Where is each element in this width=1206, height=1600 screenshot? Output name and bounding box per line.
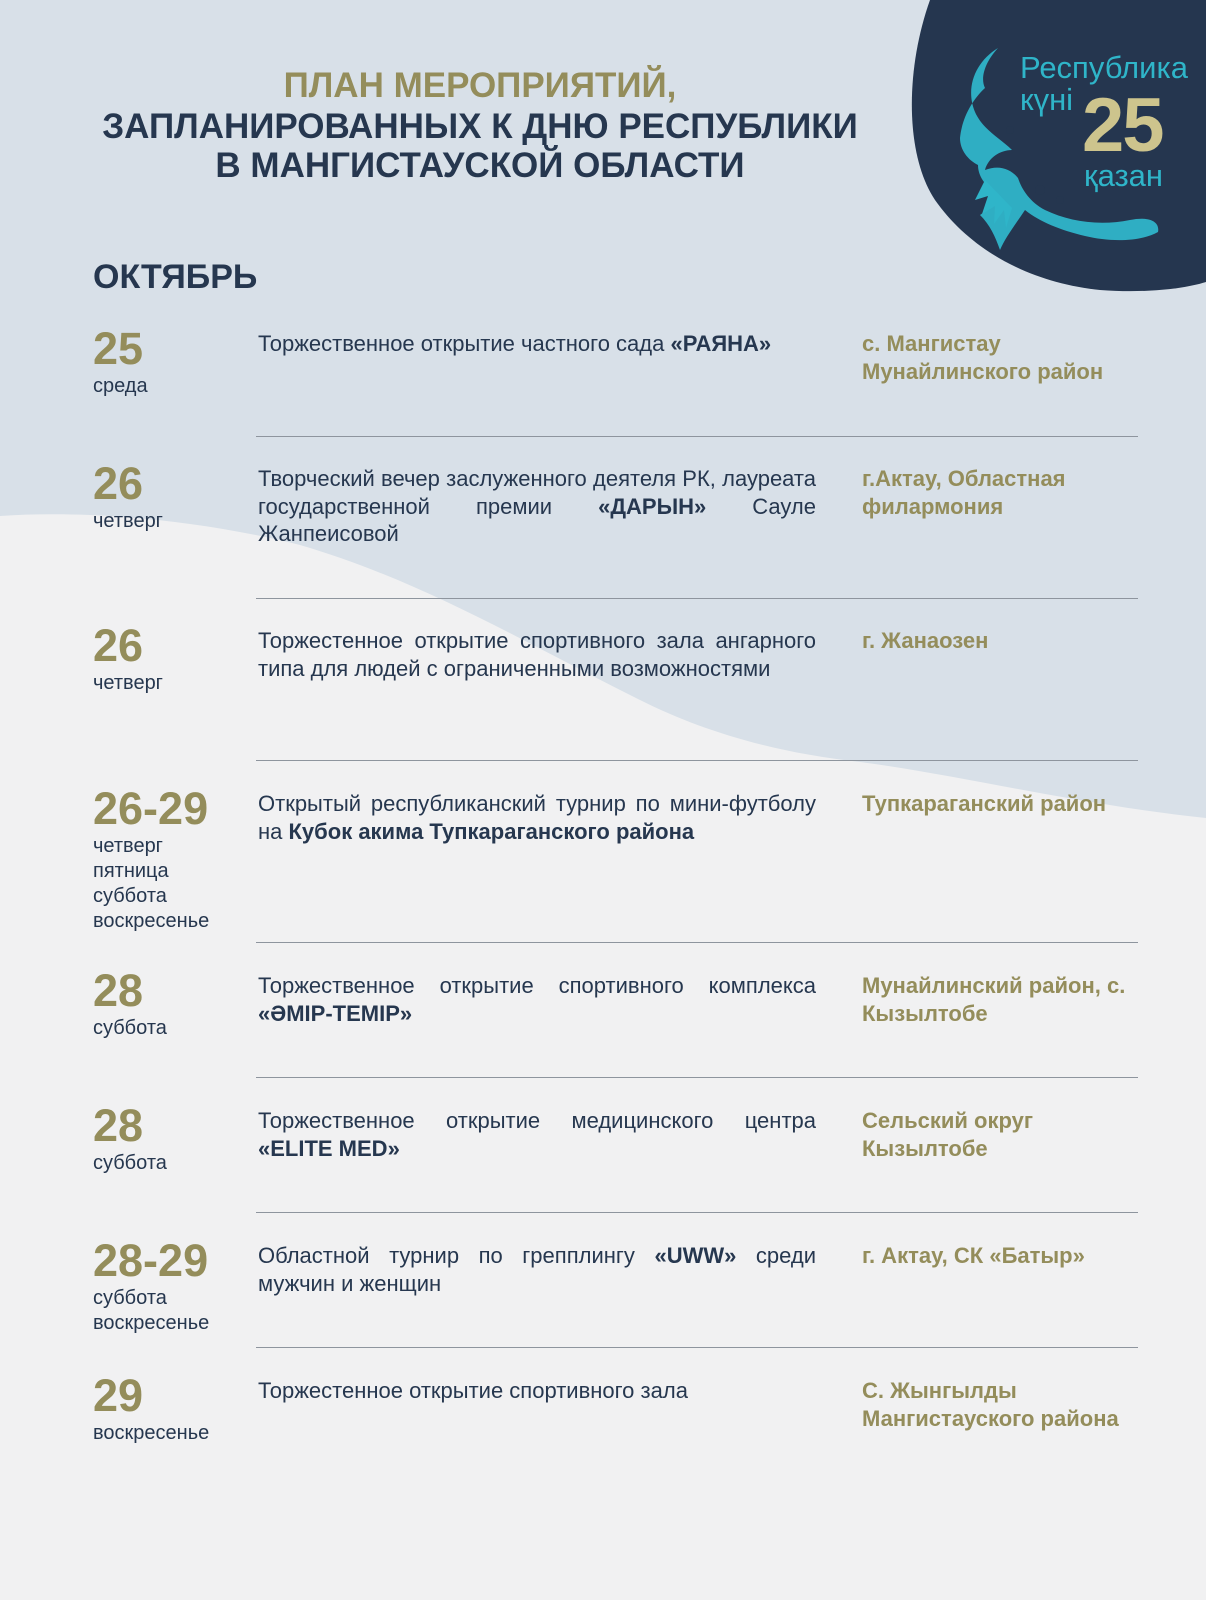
logo-word-day: күні	[1020, 82, 1074, 117]
event-description-highlight: «ӘМІР-ТЕМІР»	[258, 1000, 413, 1026]
event-location: г. Жанаозен	[862, 628, 989, 653]
event-description	[258, 972, 816, 1027]
event-description-text: Торжественное открытие частного сада	[258, 331, 671, 356]
event-description-text: Торжественное открытие спортивного комплекса	[258, 973, 816, 998]
event-location: Мунайлинский район, с. Кызылтобе	[862, 973, 1126, 1026]
event-date: 29	[93, 1370, 144, 1421]
event-weekdays	[93, 509, 243, 534]
event-weekdays	[93, 834, 243, 934]
event-weekdays	[93, 374, 243, 399]
event-description	[258, 1242, 816, 1297]
event-weekday: воскресенье	[93, 910, 210, 932]
event-description-text: Торжестенное открытие спортивного зала ангарного типа для людей с ограниченными возможностями	[258, 628, 816, 681]
event-description-highlight: Кубок акима Тупкараганского района	[288, 818, 695, 844]
row-divider	[256, 760, 1138, 761]
row-divider	[256, 1347, 1138, 1348]
event-date: 26	[93, 620, 144, 671]
event-weekday: среда	[93, 375, 148, 397]
event-date: 26-29	[93, 783, 209, 834]
event-description-text: среди мужчин и женщин	[258, 1243, 816, 1296]
event-date: 26	[93, 458, 144, 509]
event-description-text: Творческий вечер заслуженного деятеля РК, лауреата государственной премии	[258, 466, 816, 519]
event-weekday: суббота	[93, 1017, 167, 1039]
event-weekday: суббота	[93, 1287, 167, 1309]
event-description-text: Открытый республиканский турнир по мини-футболу на	[258, 791, 816, 844]
event-description	[258, 627, 816, 682]
event-date: 28	[93, 1100, 144, 1151]
event-description-text: Сауле Жанпеисовой	[258, 493, 817, 546]
event-date: 25	[93, 323, 144, 374]
page-title-line-2: ЗАПЛАНИРОВАННЫХ К ДНЮ РЕСПУБЛИКИ	[102, 107, 858, 146]
event-description	[258, 330, 816, 358]
event-location: Сельский округ Кызылтобе	[862, 1108, 1034, 1161]
event-weekday: суббота	[93, 885, 167, 907]
row-divider	[256, 942, 1138, 943]
event-description-text: Торжестенное открытие спортивного зала	[258, 1378, 688, 1403]
row-divider	[256, 1212, 1138, 1213]
event-location: с. Мангистау Мунайлинского район	[862, 331, 1104, 384]
month-heading: ОКТЯБРЬ	[93, 258, 258, 296]
event-date: 28-29	[93, 1235, 209, 1286]
event-location: г. Актау, СК «Батыр»	[862, 1243, 1085, 1268]
event-location: Тупкараганский район	[862, 791, 1107, 816]
event-weekday: суббота	[93, 1152, 167, 1174]
page-title-line-3: В МАНГИСТАУСКОЙ ОБЛАСТИ	[215, 146, 745, 185]
row-divider	[256, 436, 1138, 437]
event-location: С. Жынгылды Мангистауского района	[862, 1378, 1119, 1431]
event-date: 28	[93, 965, 144, 1016]
event-weekday: четверг	[93, 835, 163, 857]
event-weekday: воскресенье	[93, 1312, 210, 1334]
event-weekday: четверг	[93, 510, 163, 532]
event-weekdays	[93, 671, 243, 696]
event-weekday: пятница	[93, 860, 169, 882]
event-description	[258, 1377, 816, 1405]
event-description-highlight: «ELITE MED»	[258, 1135, 400, 1161]
row-divider	[256, 1077, 1138, 1078]
event-weekdays	[93, 1151, 243, 1176]
event-description-highlight: «UWW»	[654, 1243, 737, 1268]
logo-word-republic: Республика	[1020, 50, 1188, 85]
event-weekdays	[93, 1016, 243, 1041]
event-weekday: четверг	[93, 672, 163, 694]
event-description-highlight: «ДАРЫН»	[598, 493, 707, 519]
event-description	[258, 790, 816, 845]
event-weekdays	[93, 1421, 243, 1446]
row-divider	[256, 598, 1138, 599]
event-description	[258, 1107, 816, 1162]
event-description-text: Торжественное открытие медицинского центра	[258, 1108, 816, 1133]
event-description-text: Областной турнир по грепплингу	[258, 1243, 655, 1268]
logo-word-october: қазан	[1084, 158, 1164, 193]
event-weekdays	[93, 1286, 243, 1336]
event-description-highlight: «РАЯНА»	[670, 331, 772, 356]
event-weekday: воскресенье	[93, 1422, 210, 1444]
event-description	[258, 465, 816, 548]
page-title-line-1: ПЛАН МЕРОПРИЯТИЙ,	[283, 66, 677, 105]
event-location: г.Актау, Областная филармония	[862, 466, 1066, 519]
logo-number: 25	[1082, 83, 1163, 168]
